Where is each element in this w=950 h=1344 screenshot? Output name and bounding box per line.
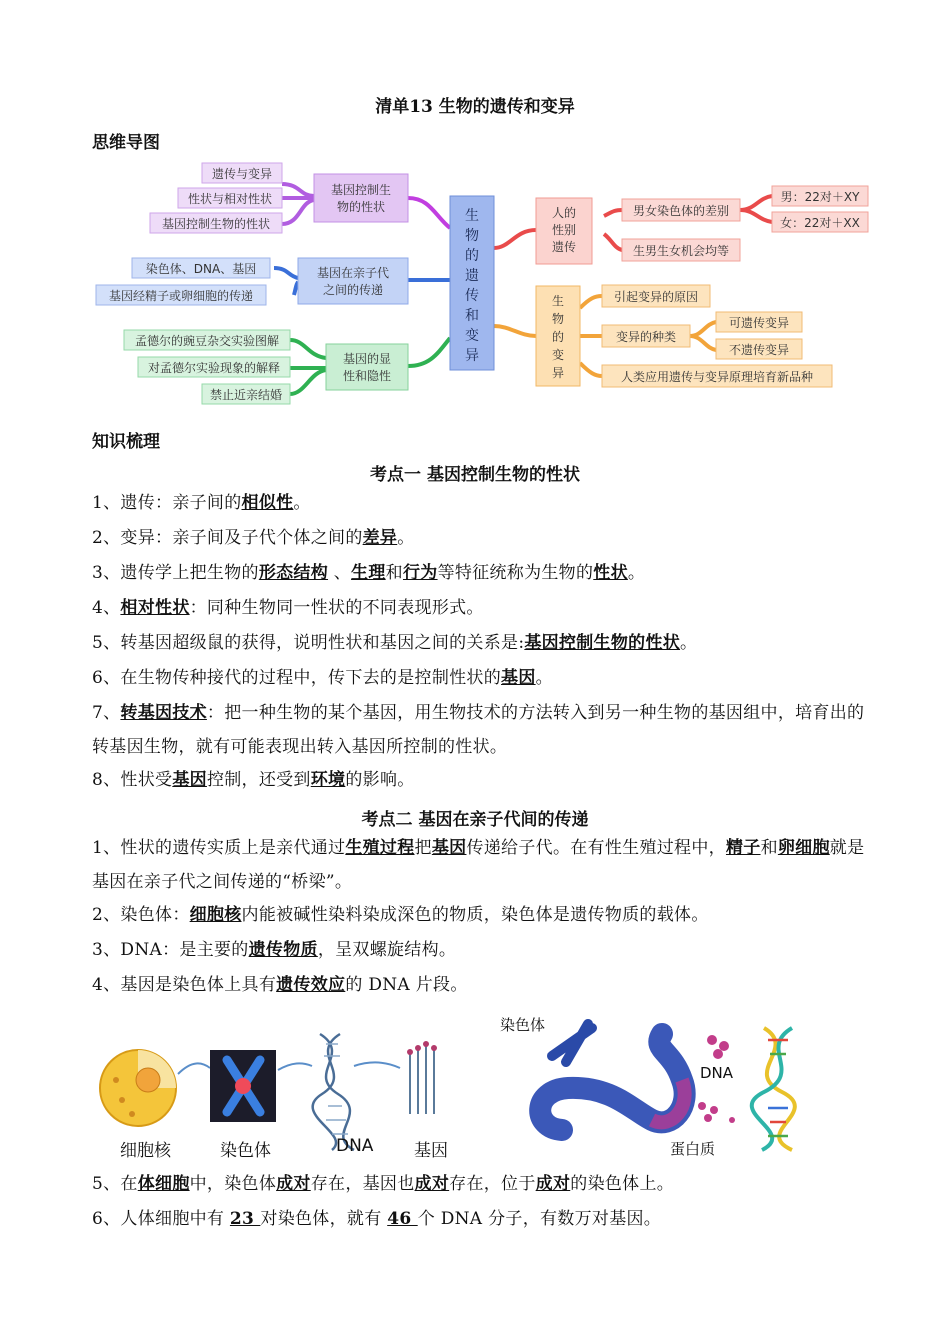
figure-label: 基因	[414, 1141, 448, 1161]
sub-label: 人类应用遗传与变异原理培育新品种	[620, 370, 814, 384]
leaf-label: 孟德尔的豌豆杂交实验图解	[134, 334, 280, 348]
paragraph: 2、染色体：细胞核内能被碱性染料染成深色的物质，染色体是遗传物质的载体。	[92, 905, 709, 925]
leaf-label: 性状与相对性状	[187, 192, 273, 206]
branch-label-r1-1: 人的	[551, 206, 577, 220]
keyword: 环境	[310, 770, 346, 790]
svg-text:的: 的	[465, 248, 479, 264]
connector	[274, 268, 298, 278]
svg-text:遗: 遗	[465, 268, 479, 284]
keyword: 行为	[402, 563, 438, 583]
branch-label-b3-2: 性和隐性	[342, 369, 392, 383]
keyword: 生殖过程	[345, 838, 415, 858]
keyword: 卵细胞	[777, 838, 830, 858]
paragraph: 4、基因是染色体上具有遗传效应的 DNA 片段。	[92, 975, 468, 995]
keyword: 差异	[362, 528, 398, 548]
sub-label: 男女染色体的差别	[632, 204, 730, 218]
section-heading-2: 考点二 基因在亲子代间的传递	[361, 810, 589, 830]
keyword: 生理	[351, 563, 386, 583]
section-heading-1: 考点一 基因控制生物的性状	[370, 465, 580, 485]
connector	[494, 326, 536, 336]
branch-label-r2-5: 异	[551, 366, 565, 380]
keyword: 成对	[414, 1174, 450, 1194]
branch-label-r2-1: 生	[551, 294, 565, 308]
keyword: 成对	[276, 1174, 311, 1194]
connector	[290, 340, 326, 358]
branch-label-b2-1: 基因在亲子代	[316, 266, 390, 280]
page-title: 清单13 生物的遗传和变异	[375, 97, 575, 117]
paragraph: 3、DNA：是主要的遗传物质，呈双螺旋结构。	[92, 940, 457, 960]
connector	[282, 184, 314, 196]
keyword: 基因控制生物的性状	[524, 633, 681, 653]
arrow	[354, 1062, 400, 1068]
connector	[604, 234, 622, 250]
keyword: 基因	[431, 838, 467, 858]
paragraph: 6、在生物传种接代的过程中，传下去的是控制性状的基因。	[92, 668, 553, 688]
arrow	[178, 1063, 210, 1074]
sub-label: 生男生女机会均等	[632, 244, 730, 258]
connector	[294, 282, 298, 295]
branch-node-b1	[314, 174, 408, 222]
gene-illustration	[410, 1046, 434, 1114]
branch-node-b3	[326, 344, 408, 390]
keyword: 精子	[725, 838, 761, 858]
branch-label-b3-1: 基因的显	[342, 352, 392, 366]
branch-label-r2-3: 的	[551, 330, 565, 344]
keyword: 成对	[535, 1174, 571, 1194]
branch-label-r1-3: 遗传	[551, 240, 577, 254]
knowledge-label: 知识梳理	[92, 432, 160, 452]
keyword: 体细胞	[137, 1174, 190, 1194]
paragraph: 7、转基因技术：把一种生物的某个基因，用生物技术的方法转入到另一种生物的基因组中，培育出的转基因生物，就有可能表现出转入基因所控制的性状。	[92, 703, 865, 757]
mind-map	[90, 158, 860, 408]
keyword: 遗传物质	[248, 940, 318, 960]
keyword: 基因	[501, 668, 536, 688]
sub-label: 引起变异的原因	[613, 290, 699, 304]
connector	[408, 198, 450, 228]
connector	[580, 296, 602, 308]
leaf-label: 基因经精子或卵细胞的传递	[108, 289, 254, 303]
keyword: 相对性状	[120, 598, 190, 618]
branch-label-b2-2: 之间的传递	[322, 283, 384, 297]
leaf-label: 不遗传变异	[728, 343, 790, 357]
figure-label: 蛋白质	[670, 1140, 716, 1158]
connector	[604, 210, 622, 216]
svg-text:异: 异	[465, 348, 479, 364]
paragraph: 5、在体细胞中，染色体成对存在，基因也成对存在，位于成对的染色体上。	[92, 1174, 675, 1194]
leaf-label: 男：22对＋XY	[780, 190, 860, 204]
leaf-label: 基因控制生物的性状	[161, 217, 271, 231]
keyword: 转基因技术	[120, 703, 207, 723]
keyword: 23	[229, 1209, 261, 1229]
connector	[690, 336, 716, 350]
leaf-label: 可遗传变异	[728, 316, 790, 330]
branch-node-b2	[298, 258, 408, 304]
keyword: 46	[387, 1209, 418, 1229]
keyword: 相似性	[241, 493, 294, 513]
paragraph: 6、人体细胞中有 23 对染色体，就有 46 个 DNA 分子，有数万对基因。	[92, 1209, 662, 1229]
connector	[740, 210, 772, 222]
branch-label-r2-2: 物	[551, 312, 565, 326]
leaf-label: 女：22对＋XX	[780, 216, 860, 230]
svg-text:变: 变	[465, 328, 479, 344]
connector	[740, 196, 772, 210]
svg-text:生: 生	[465, 208, 479, 224]
branch-label-b1-1: 基因控制生	[330, 183, 392, 197]
leaf-label: 禁止近亲结婚	[209, 388, 283, 402]
connector	[408, 338, 450, 366]
keyword: 性状	[593, 563, 628, 583]
branch-label-b1-2: 物的性状	[336, 200, 386, 214]
leaf-label: 染色体、DNA、基因	[145, 262, 257, 276]
keyword: 基因	[172, 770, 207, 790]
paragraph: 8、性状受基因控制，还受到环境的影响。	[92, 770, 415, 790]
connector	[690, 322, 716, 336]
figure-label: 染色体	[220, 1141, 271, 1161]
dna-helix-illustration	[313, 1034, 354, 1150]
paragraph: 1、性状的遗传实质上是亲代通过生殖过程把基因传递给子代。在有性生殖过程中，精子和卵细胞就是基因在亲子代之间传递的“桥梁”。	[92, 838, 865, 892]
keyword: 遗传效应	[276, 975, 346, 995]
branch-label-r1-2: 性别	[551, 223, 577, 237]
figure-label: DNA	[336, 1136, 374, 1156]
svg-text:传: 传	[465, 288, 479, 304]
figure-label: DNA	[700, 1064, 734, 1082]
connector	[580, 363, 602, 376]
paragraph: 5、转基因超级鼠的获得，说明性状和基因之间的关系是:基因控制生物的性状。	[92, 633, 698, 653]
svg-text:物: 物	[465, 228, 479, 244]
paragraph: 3、遗传学上把生物的形态结构 、生理和行为等特征统称为生物的性状。	[92, 563, 646, 583]
connector	[282, 200, 314, 224]
leaf-label: 对孟德尔实验现象的解释	[147, 361, 281, 375]
svg-text:和: 和	[465, 308, 479, 324]
cell-nucleus-illustration	[100, 1050, 176, 1126]
arrow	[278, 1063, 312, 1070]
dna-color-helix	[752, 1028, 795, 1150]
keyword: 细胞核	[189, 905, 242, 925]
figure-label: 染色体	[500, 1016, 546, 1034]
sub-label: 变异的种类	[615, 330, 677, 344]
keyword: 形态结构	[258, 563, 329, 583]
mindmap-label: 思维导图	[92, 133, 160, 153]
paragraph: 2、变异：亲子间及子代个体之间的差异。	[92, 528, 415, 548]
branch-label-r2-4: 变	[551, 348, 565, 362]
connector	[290, 370, 326, 394]
figure-label: 细胞核	[120, 1141, 171, 1161]
leaf-label: 遗传与变异	[211, 167, 273, 181]
paragraph: 4、相对性状：同种生物同一性状的不同表现形式。	[92, 598, 484, 618]
paragraph: 1、遗传：亲子间的相似性。	[92, 493, 311, 513]
connector	[494, 230, 536, 248]
